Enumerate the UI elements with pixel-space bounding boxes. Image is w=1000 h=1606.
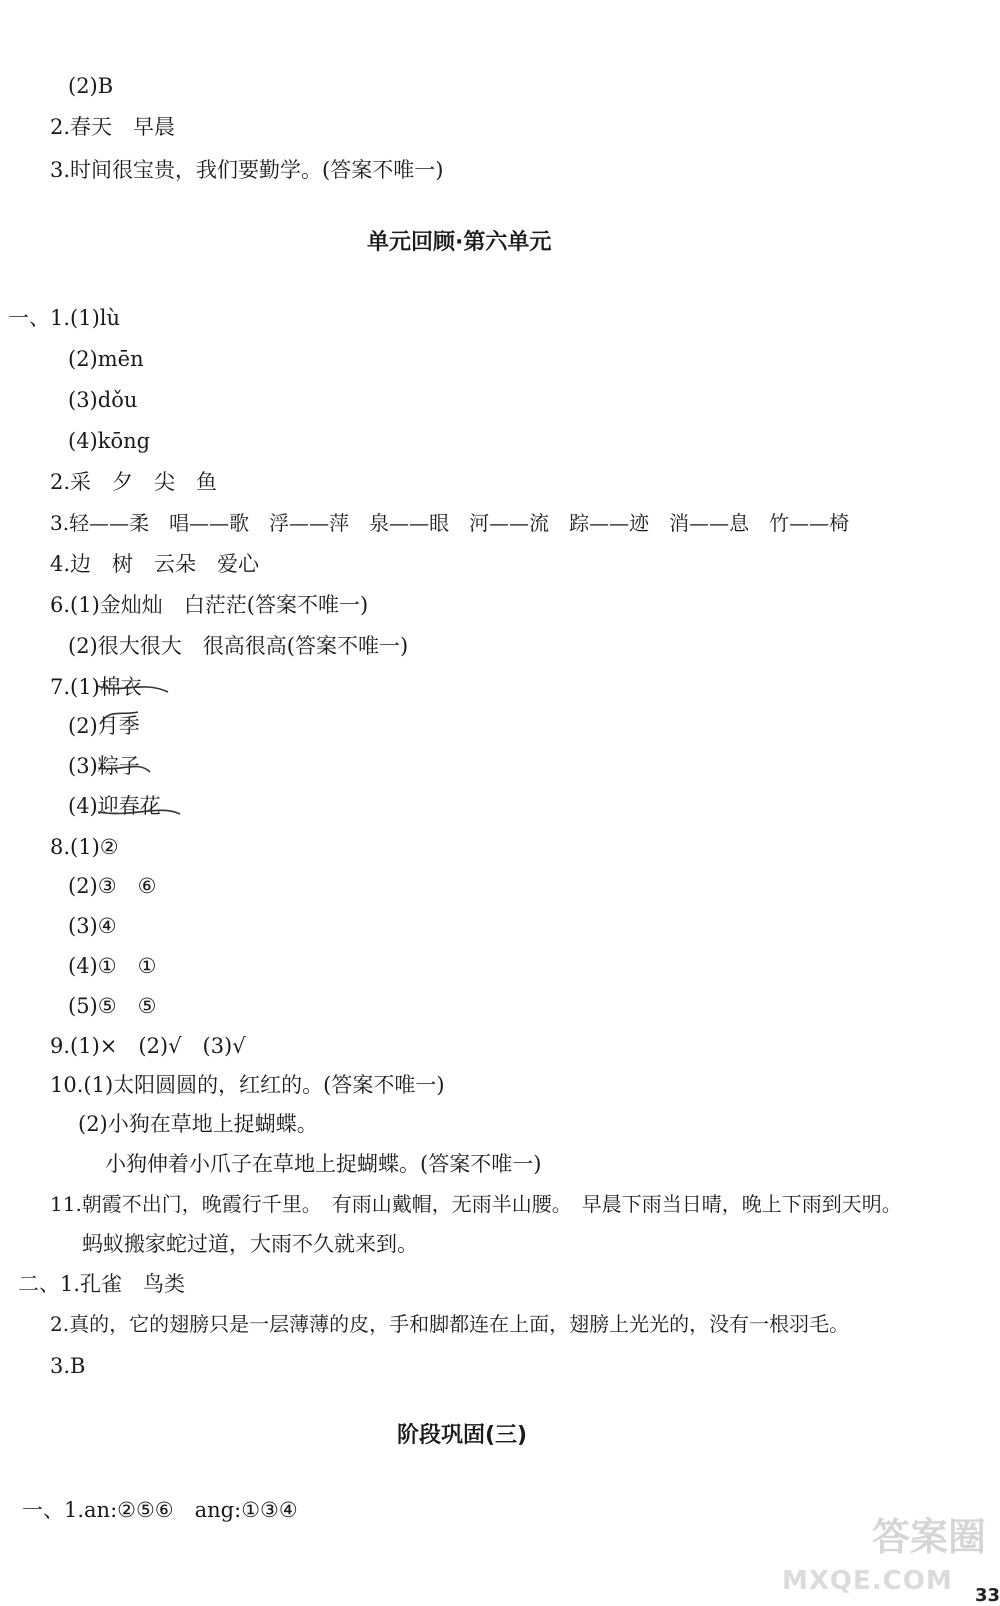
answer-line: 7.(1)棉衣	[50, 675, 142, 699]
answer-line: 8.(1)②	[50, 835, 119, 859]
answer-line: (2)小狗在草地上捉蝴蝶。	[78, 1112, 318, 1136]
answer-line: (3)粽子	[68, 754, 140, 778]
page-number: 33	[974, 1585, 1000, 1606]
answer-line: (2)③ ⑥	[68, 874, 157, 898]
watermark-logo	[782, 1506, 992, 1596]
answer-line: 2.春天 早晨	[50, 115, 176, 139]
answer-line: 一、1.(1)lù	[8, 306, 121, 330]
answer-line: 二、1.孔雀 鸟类	[18, 1272, 186, 1296]
answer-line: 2.采 夕 尖 鱼	[50, 470, 218, 494]
section-title: 单元回顾·第六单元	[367, 230, 552, 255]
answer-line: 蚂蚁搬家蛇过道，大雨不久就来到。	[82, 1232, 418, 1256]
answer-line: 小狗伸着小爪子在草地上捉蝴蝶。(答案不唯一)	[105, 1152, 542, 1176]
answer-line: (2)mēn	[68, 347, 144, 371]
answer-line: (2)月季	[68, 714, 140, 738]
answer-line: 4.边 树 云朵 爱心	[50, 552, 260, 576]
answer-line: (4)迎春花	[68, 794, 161, 818]
answer-line: (3)dǒu	[68, 388, 138, 412]
answer-line: (3)④	[68, 914, 117, 938]
watermark-url: MXQE.COM	[782, 1566, 953, 1596]
answer-line: 6.(1)金灿灿 白茫茫(答案不唯一)	[50, 593, 369, 617]
answer-line: 3.轻——柔 唱——歌 浮——萍 泉——眼 河——流 踪——迹 消——息 竹——椅	[50, 511, 850, 535]
answer-line: (4)① ①	[68, 954, 157, 978]
watermark-cn: 答案圈	[871, 1515, 986, 1559]
answer-line: (2)B	[68, 74, 114, 98]
answer-line: 9.(1)× (2)√ (3)√	[50, 1034, 246, 1058]
answer-line: (5)⑤ ⑤	[68, 994, 157, 1018]
answer-line: (4)kōng	[68, 429, 151, 453]
answer-line: 10.(1)太阳圆圆的，红红的。(答案不唯一)	[50, 1073, 445, 1097]
answer-line: 3.时间很宝贵，我们要勤学。(答案不唯一)	[50, 158, 444, 182]
answer-line: (2)很大很大 很高很高(答案不唯一)	[68, 634, 409, 658]
answer-line: 一、1.an:②⑤⑥ ang:①③④	[22, 1498, 298, 1522]
section-title: 阶段巩固(三)	[397, 1423, 528, 1448]
answer-line: 11.朝霞不出门，晚霞行千里。 有雨山戴帽，无雨半山腰。 早晨下雨当日晴，晚上下雨到天明。	[50, 1192, 902, 1216]
answer-line: 3.B	[50, 1354, 86, 1378]
answer-line: 2.真的，它的翅膀只是一层薄薄的皮，手和脚都连在上面，翅膀上光光的，没有一根羽毛。	[50, 1312, 850, 1336]
